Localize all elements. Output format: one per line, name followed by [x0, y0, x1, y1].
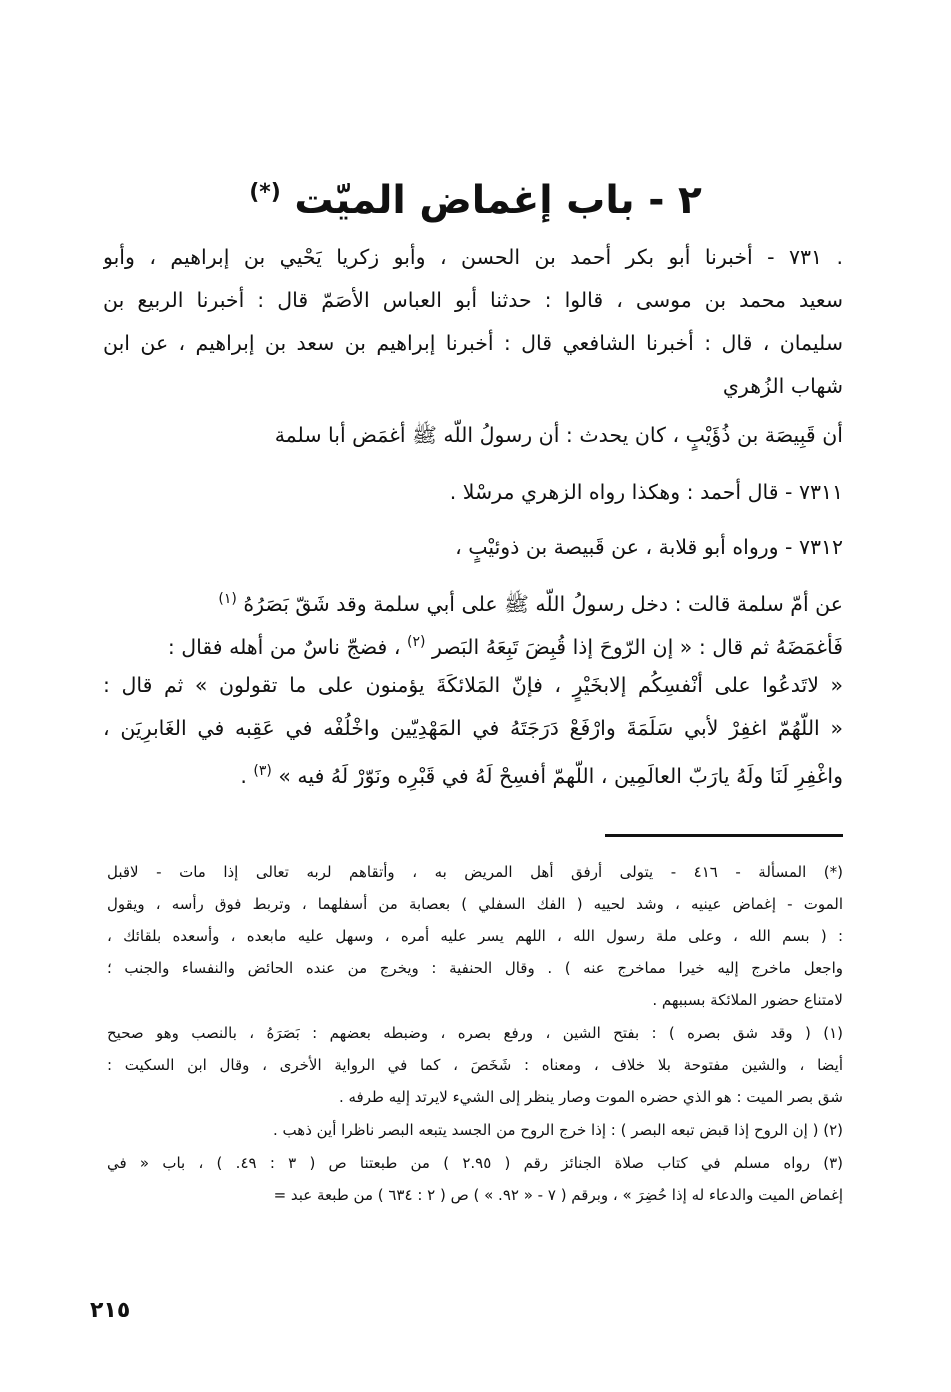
footnote-2: (٢) ( إن الروح إذا قبض تبعه البصر ) : إذا خرج الروح من الجسد يتبعه البصر ناظرا أين ذهب .	[273, 1121, 843, 1139]
hadith-731-line-2: سعيد محمد بن موسى ، قالوا : حدثنا أبو العباس الأصَمّ قال : أخبرنا الربيع بن	[103, 288, 843, 312]
hadith-7312-matn-line-3: « لاتَدعُوا على أنْفسِكُم إلابخَيْرٍ ، فإنّ المَلائكَةَ يؤمنون على ما تقولون » ثم قال :	[103, 673, 843, 697]
matn-line-2-text: فَأغمَضَهُ ثم قال : « إن الرّوحَ إذا قُبِضَ تَبِعَهُ البَصر	[431, 634, 843, 659]
footnote-1-line-1: (١) ( وقد شق بصره ) : بفتح الشين ، ورفع بصره ، وضبطه بعضهم : بَصَرَهُ ، بالنصب وهو صحيح	[107, 1024, 843, 1042]
footnote-1-line-2: أيضا ، والشين مفتوحة بلا خلاف ، ومعناه : شَخَصَ ، كما في الرواية الأخرى ، وقال ابن السكيت :	[107, 1056, 843, 1074]
hadith-7311: ٧٣١١ - قال أحمد : وهكذا رواه الزهري مرسْلا .	[449, 480, 843, 504]
footnote-star-line-1: (*) المسألة - ٤١٦ - يتولى أرفق أهل المريض به ، وأتقاهم لربه تعالى إذا مات - لاقبل	[107, 863, 843, 881]
hadith-7312-matn-line-2	[103, 625, 843, 664]
footnote-star-line-4: واجعل ماخرج إليه خيرا مماخرج عنه ) . وقال الحنفية : ويخرج من عنده الحائض والنفساء والجنب ؛	[107, 959, 843, 977]
page-number: ٢١٥	[90, 1298, 131, 1323]
heading-footnote-mark: (*)	[249, 180, 281, 205]
hadith-731-line-3: سليمان ، قال : أخبرنا الشافعي قال : أخبرنا إبراهيم بن سعد بن إبراهيم ، عن ابن	[103, 331, 843, 355]
matn-line-5-text: واغْفِرِ لَنَا ولَهُ يارَبّ العالَمِين ، اللّهمّ أفسِحْ لَهُ في قَبْرِه ونَوّرْ لَهُ فيه »	[278, 763, 843, 788]
chapter-heading	[100, 168, 851, 226]
footnote-3-line-2: إغماض الميت والدعاء له إذا حُضِرَ » ، وبرقم ( ٧ - « ٩٢. » ) ص ( ٢ : ٦٣٤ ) من طبعة عبد =	[273, 1186, 843, 1204]
footnote-star-line-3: : ( بسم الله ، وعلى ملة رسول الله ، اللهم يسر عليه أمره ، وسهل عليه مابعده ، وأسعده بلقائك ،	[107, 927, 843, 945]
footnote-separator	[605, 834, 843, 837]
footnote-ref-1: (١)	[218, 591, 237, 607]
hadith-7312-matn-line-5	[103, 754, 843, 793]
footnote-star-line-5: لامتناع حضور الملائكة بسببهم .	[652, 991, 843, 1009]
hadith-7312: ٧٣١٢ - ورواه أبو قلابة ، عن قَبيصة بن ذوئيْبٍ ،	[455, 535, 843, 559]
matn-line-2-text-continued: ، فضجّ ناسٌ من أهله فقال :	[167, 634, 401, 659]
hadith-7312-matn-line-4: « اللّهُمّ اغفِرْ لأبي سَلَمَةَ وارْفَعْ دَرَجَتَهُ في المَهْدِيّين واخْلُفْه في عَقِبه في الغَابرِيَن ،	[103, 716, 843, 740]
footnote-ref-3: (٣)	[253, 763, 272, 779]
hadith-7312-matn-line-1	[103, 582, 843, 621]
matn-line-5-end: .	[240, 763, 247, 788]
footnote-ref-2: (٢)	[406, 634, 426, 650]
hadith-731-matn: أن قَبِيصَة بن ذُؤَيْبٍ ، كان يحدث : أن رسولُ اللّه ﷺ أغمَض أبا سلمة	[274, 423, 843, 447]
hadith-731-line-4: شهاب الزُهري	[722, 374, 843, 398]
footnote-1-line-3: شق بصر الميت : هو الذي حضره الموت وصار ينظر إلى الشيء لايرتد إليه طرفه .	[338, 1088, 843, 1106]
footnote-3-line-1: (٣) رواه مسلم في كتاب صلاة الجنائز رقم ( ٢.٩٥ ) من طبعتنا ص ( ٣ : ٤٩. ) ، باب « في	[107, 1154, 843, 1172]
hadith-731-line-1: . ٧٣١ - أخبرنا أبو بكر أحمد بن الحسن ، وأبو زكريا يَحْيي بن إبراهيم ، وأبو	[103, 245, 843, 269]
chapter-heading-text: ٢ - باب إغماض الميّت	[294, 178, 702, 223]
footnote-star-line-2: الموت - إغماض عينيه ، وشد لحييه ( الفك السفلي ) بعصابة من أسفلهما ، وتربط فوق رأسه ، ويقول	[107, 895, 843, 913]
matn-line-1-text: عن أمّ سلمة قالت : دخل رسولُ اللّه ﷺ على أبي سلمة وقد شَقّ بَصَرُهُ	[243, 591, 843, 616]
